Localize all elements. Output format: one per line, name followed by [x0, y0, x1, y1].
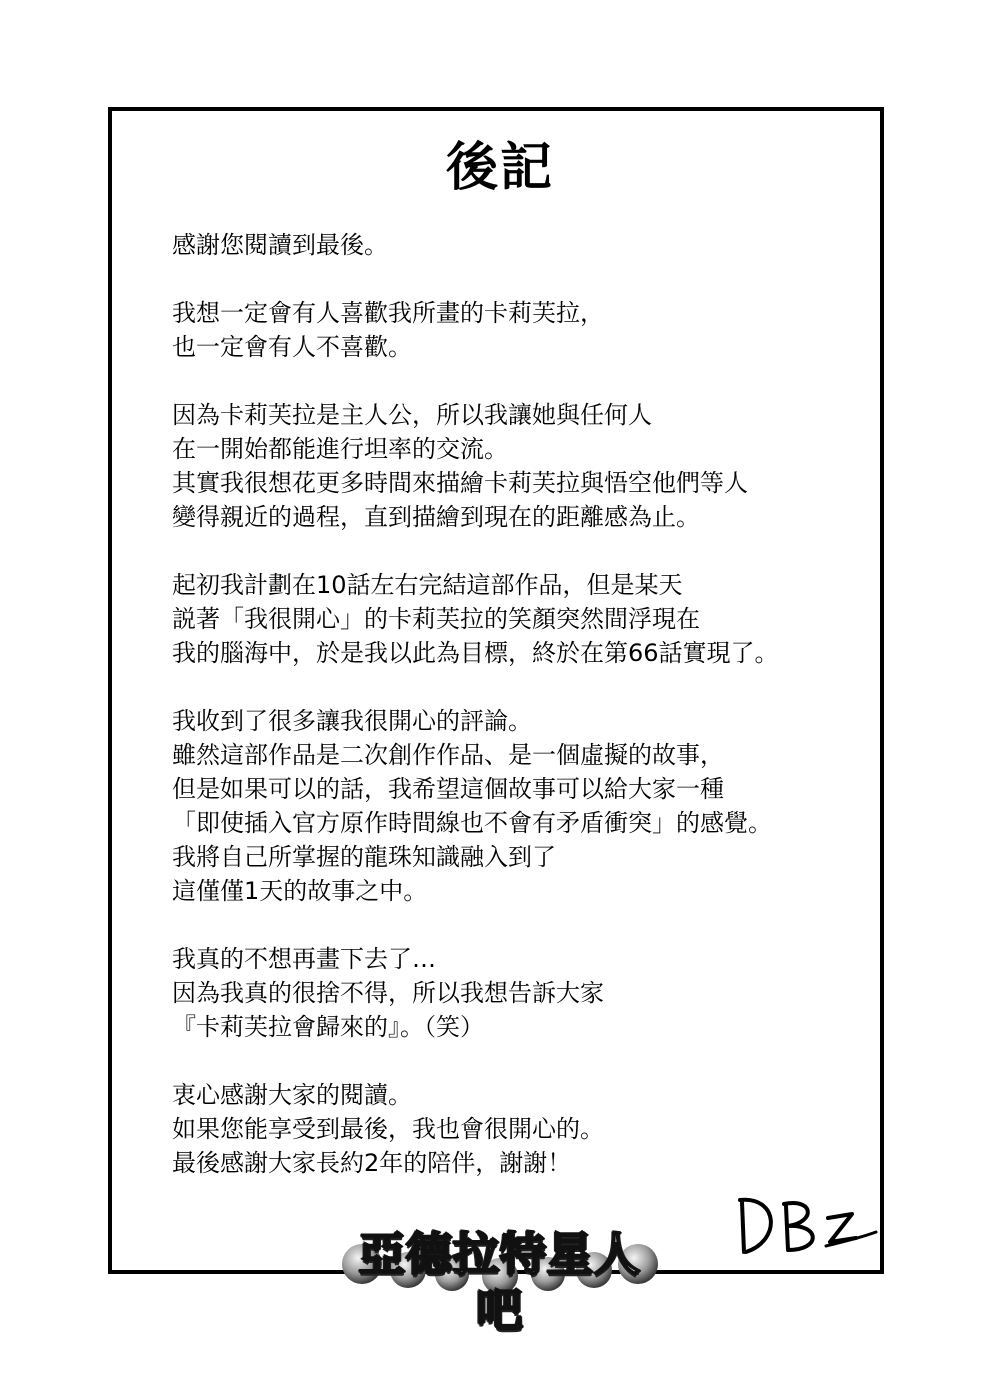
afterword-body — [172, 228, 872, 1214]
text-line: 也一定會有人不喜歡。 — [172, 333, 412, 361]
text-line: 我的腦海中，於是我以此為目標，終於在第66話實現了。 — [172, 639, 779, 667]
group-logo — [340, 1218, 660, 1337]
text-line: 變得親近的過程，直到描繪到現在的距離感為止。 — [172, 503, 700, 531]
page-title: 後記 — [445, 138, 554, 198]
paragraph — [172, 296, 872, 364]
signature-icon — [730, 1180, 880, 1270]
text-line: 這僅僅1天的故事之中。 — [172, 877, 428, 905]
text-line: 我真的不想再畫下去了… — [172, 945, 436, 973]
text-line: 感謝您閱讀到最後。 — [172, 231, 388, 259]
paragraph — [172, 1078, 872, 1180]
paragraph — [172, 942, 872, 1044]
text-line: 説著「我很開心」的卡莉芙拉的笑顏突然間浮現在 — [172, 605, 700, 633]
text-line: 因為卡莉芙拉是主人公，所以我讓她與任何人 — [172, 401, 652, 429]
text-line: 如果您能享受到最後，我也會很開心的。 — [172, 1115, 604, 1143]
text-line: 因為我真的很捨不得，所以我想告訴大家 — [172, 979, 604, 1007]
text-line: 但是如果可以的話，我希望這個故事可以給大家一種 — [172, 775, 724, 803]
paragraph — [172, 398, 872, 534]
text-line: 衷心感謝大家的閱讀。 — [172, 1081, 412, 1109]
paragraph — [172, 568, 872, 670]
text-line: 其實我很想花更多時間來描繪卡莉芙拉與悟空他們等人 — [172, 469, 748, 497]
logo-text: 亞德拉特星人吧 — [359, 1227, 641, 1337]
text-line: 我想一定會有人喜歡我所畫的卡莉芙拉， — [172, 299, 604, 327]
text-line: 最後感謝大家長約2年的陪伴，謝謝！ — [172, 1149, 572, 1177]
text-line: 雖然這部作品是二次創作作品、是一個虛擬的故事， — [172, 741, 724, 769]
text-line: 『卡莉芙拉會歸來的』。（笑） — [172, 1013, 484, 1041]
paragraph — [172, 228, 872, 262]
text-line: 我將自己所掌握的龍珠知識融入到了 — [172, 843, 556, 871]
text-line: 在一開始都能進行坦率的交流。 — [172, 435, 508, 463]
text-line: 我收到了很多讓我很開心的評論。 — [172, 707, 532, 735]
text-line: 「即使插入官方原作時間線也不會有矛盾衝突」的感覺。 — [172, 809, 772, 837]
text-line: 起初我計劃在10話左右完結這部作品，但是某天 — [172, 571, 683, 599]
paragraph — [172, 704, 872, 908]
